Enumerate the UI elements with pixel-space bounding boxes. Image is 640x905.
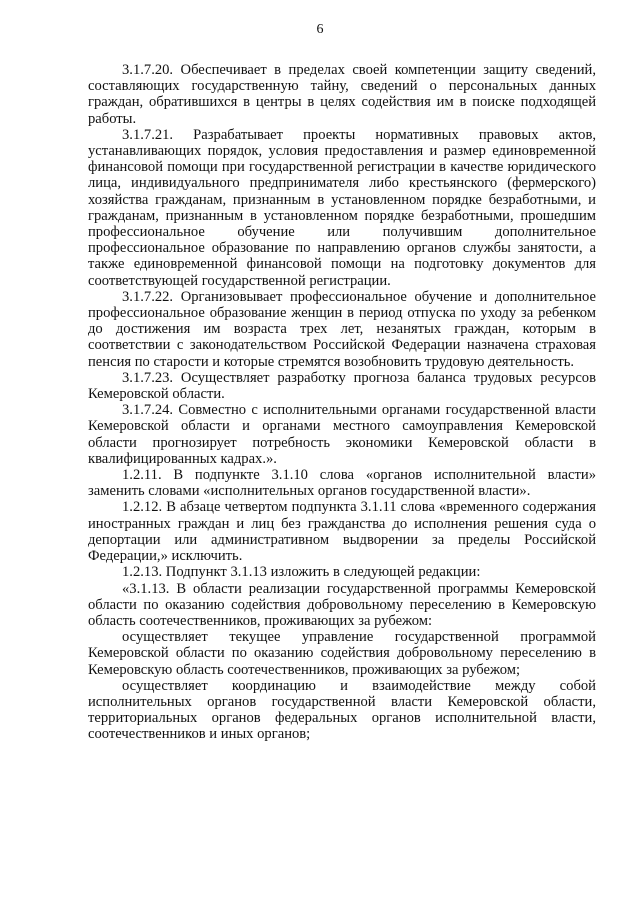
paragraph-3-1-7-20: 3.1.7.20. Обеспечивает в пределах своей компетенции защиту сведений, составляющих государственную тайну, сведений о персональных данных граждан, обратившихся в центры в целях содействия им в поиске подходящей работы. — [88, 62, 596, 127]
paragraph-3-1-13: «3.1.13. В области реализации государственной программы Кемеровской области по оказанию содействия добровольному переселению в Кемеровскую область соотечественников, проживающих за рубежом: — [88, 580, 596, 629]
paragraph-current-management: осуществляет текущее управление государственной программой Кемеровской области по оказанию содействия добровольному переселению в Кемеровскую область соотечественников, проживающих за рубежом; — [88, 629, 596, 678]
paragraph-1-2-11: 1.2.11. В подпункте 3.1.10 слова «органов исполнительной власти» заменить словами «исполнительных органов государственной власти». — [88, 467, 596, 500]
paragraph-1-2-12: 1.2.12. В абзаце четвертом подпункта 3.1.11 слова «временного содержания иностранных граждан и лиц без гражданства до исполнения решения суда о депортации или административном выдворении за пределы Российской Федерации,» исключить. — [88, 499, 596, 565]
document-body — [88, 62, 596, 743]
paragraph-3-1-7-24: 3.1.7.24. Совместно с исполнительными органами государственной власти Кемеровской области и органами местного самоуправления Кемеровской области прогнозирует потребность экономики Кемеровской области в квалифицированных кадрах.». — [88, 402, 596, 467]
paragraph-1-2-13: 1.2.13. Подпункт 3.1.13 изложить в следующей редакции: — [122, 564, 481, 581]
paragraph-coordination: осуществляет координацию и взаимодействие между собой исполнительных органов государственной власти Кемеровской области, территориальных органов федеральных органов исполнительной власти, соотечественников и иных органов; — [88, 677, 596, 743]
page-number: 6 — [316, 22, 324, 37]
paragraph-3-1-7-22: 3.1.7.22. Организовывает профессиональное обучение и дополнительное профессиональное образование женщин в период отпуска по уходу за ребенком до достижения им возраста трех лет, незанятых граждан, которым в соответствии с законодательством Российской Федерации назначена страховая пенсия по старости и которые стремятся возобновить трудовую деятельность. — [88, 288, 596, 370]
paragraph-3-1-7-23: 3.1.7.23. Осуществляет разработку прогноза баланса трудовых ресурсов Кемеровской области. — [88, 369, 596, 403]
paragraph-3-1-7-21: 3.1.7.21. Разрабатывает проекты нормативных правовых актов, устанавливающих порядок, условия предоставления и размер единовременной финансовой помощи при государственной регистрации в качестве юридического лица, индивидуального предпринимателя либо крестьянского (фермерского) хозяйства гражданам, признанным в установленном порядке безработными, и гражданам, признанным в установленном порядке безработными, прошедшим профессиональное обучение или получившим дополнительное профессиональное образование по направлению органов службы занятости, а также единовременной финансовой помощи на подготовку документов для соответствующей государственной регистрации. — [88, 126, 596, 289]
